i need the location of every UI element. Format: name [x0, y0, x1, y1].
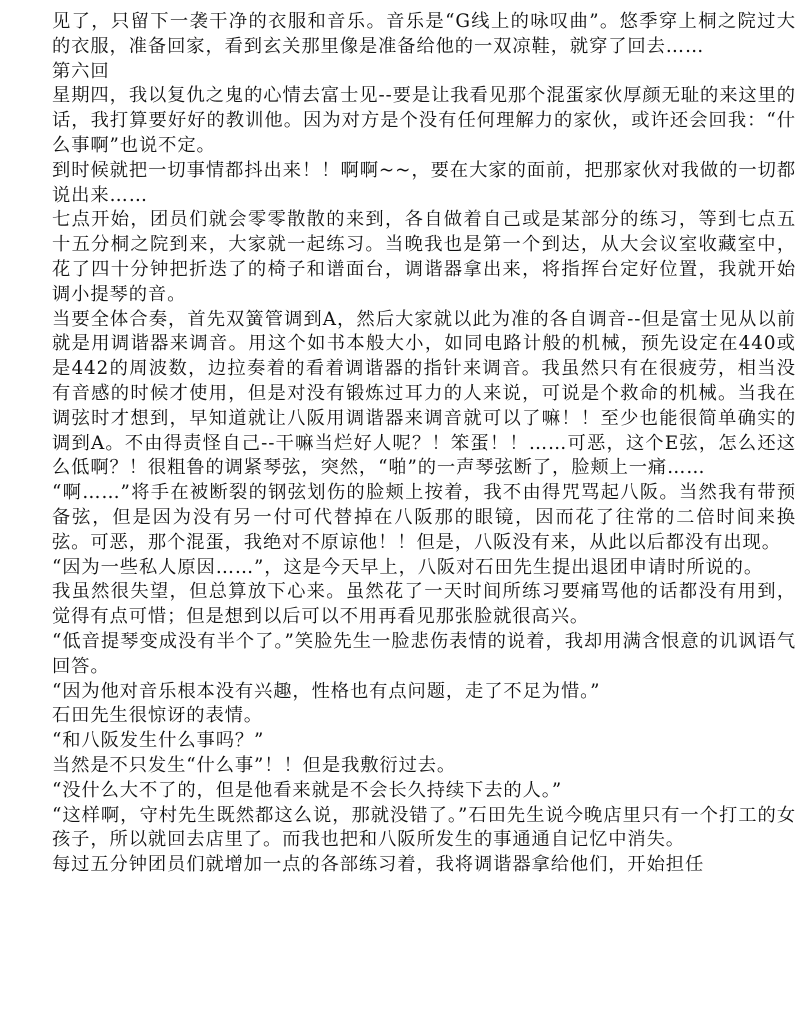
paragraph: “低音提琴变成没有半个了。”笑脸先生一脸悲伤表情的说着，我却用满含恨意的讥讽语气回答。 — [52, 630, 796, 677]
paragraph: “因为一些私人原因……”，这是今天早上，八阪对石田先生提出退团申请时所说的。 — [52, 556, 764, 578]
paragraph: “啊……”将手在被断裂的钢弦划伤的脸颊上按着，我不由得咒骂起八阪。当然我有带预备弦，但是因为没有另一付可代替掉在八阪那的眼镜，因而花了往常的二倍时间来换弦。可恶，那个混蛋，我绝对不原谅他！！但是，八阪没有来，从此以后都没有出现。 — [52, 482, 796, 553]
paragraph: 我虽然很失望，但总算放下心来。虽然花了一天时间所练习要痛骂他的话都没有用到，觉得有点可惜；但是想到以后可以不用再看见那张脸就很高兴。 — [52, 581, 796, 628]
paragraph: “这样啊，守村先生既然都这么说，那就没错了。”石田先生说今晚店里只有一个打工的女孩子，所以就回去店里了。而我也把和八阪所发生的事通通自记忆中消失。 — [52, 804, 796, 851]
paragraph: “没什么大不了的，但是他看来就是不会长久持续下去的人。” — [52, 779, 563, 801]
paragraph-truncated: 每过五分钟团员们就增加一点的各部练习着，我将调谐器拿给他们，开始担任 — [52, 854, 705, 876]
paragraph: 七点开始，团员们就会零零散散的来到，各自做着自己或是某部分的练习，等到七点五十五分桐之院到来，大家就一起练习。当晚我也是第一个到达，从大会议室收藏室中，花了四十分钟把折迭了的椅子和谱面台，调谐器拿出来，将指挥台定好位置，我就开始调小提琴的音。 — [52, 209, 796, 305]
paragraph: 当要全体合奏，首先双簧管调到A，然后大家就以此为准的各自调音--但是富士见从以前就是用调谐器来调音。用这个如书本般大小，如同电路计般的机械，预先设定在440或是442的周波数，边拉奏着的看着调谐器的指针来调音。我虽然只有在很疲劳，相当没有音感的时候才使用，但是对没有锻炼过耳力的人来说，可说是个救命的机械。当我在调弦时才想到，早知道就让八阪用调谐器来调音就可以了嘛！！至少也能很简单确实的调到A。不由得责怪自己--干嘛当烂好人呢？！笨蛋！！……可恶，这个E弦，怎么还这么低啊？！很粗鲁的调紧琴弦，突然，“啪”的一声琴弦断了，脸颊上一痛…… — [52, 308, 796, 479]
paragraph-continuation: 见了，只留下一袭干净的衣服和音乐。音乐是“G线上的咏叹曲”。悠季穿上桐之院过大的衣服，准备回家，看到玄关那里像是准备给他的一双凉鞋，就穿了回去…… — [52, 11, 796, 57]
paragraph: “和八阪发生什么事吗？” — [52, 730, 265, 752]
chapter-heading: 第六回 — [52, 60, 110, 82]
paragraph: 当然是不只发生“什么事”！！但是我敷衍过去。 — [52, 754, 457, 776]
document-page — [52, 10, 796, 878]
paragraph: 石田先生很惊讶的表情。 — [52, 705, 263, 727]
paragraph: 到时候就把一切事情都抖出来！！啊啊~~，要在大家的面前，把那家伙对我做的一切都说出来…… — [52, 159, 796, 206]
paragraph: 星期四，我以复仇之鬼的心情去富士见--要是让我看见那个混蛋家伙厚颜无耻的来这里的话，我打算要好好的教训他。因为对方是个没有任何理解力的家伙，或许还会回我：“什么事啊”也说不定。 — [52, 85, 796, 156]
paragraph: “因为他对音乐根本没有兴趣，性格也有点问题，走了不足为惜。” — [52, 680, 601, 702]
